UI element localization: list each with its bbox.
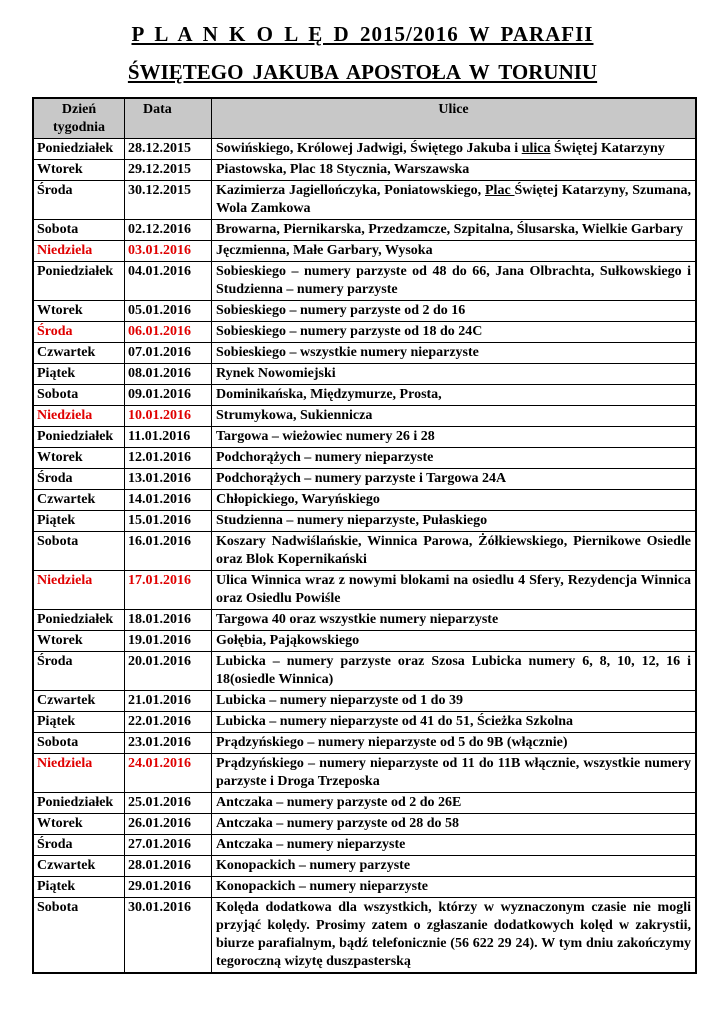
header-date: Data (125, 98, 212, 139)
title-line-1: P L A N K O L Ę D 2015/2016 W PARAFII (131, 22, 594, 46)
table-row (33, 511, 696, 532)
streets-underlined: ulica (521, 141, 551, 156)
date-cell: 29.01.2016 (125, 877, 212, 898)
day-cell: Niedziela (33, 754, 125, 793)
table-row (33, 898, 696, 974)
day-cell: Poniedziałek (33, 610, 125, 631)
streets-cell (212, 712, 697, 733)
streets-cell (212, 385, 697, 406)
streets-text: Chłopickiego, Waryńskiego (216, 492, 380, 507)
streets-cell (212, 691, 697, 712)
streets-cell (212, 448, 697, 469)
streets-cell (212, 181, 697, 220)
day-cell: Środa (33, 322, 125, 343)
streets-text: Antczaka – numery nieparzyste (216, 837, 406, 852)
date-cell: 19.01.2016 (125, 631, 212, 652)
date-cell: 09.01.2016 (125, 385, 212, 406)
table-row (33, 301, 696, 322)
table-row (33, 406, 696, 427)
date-cell: 23.01.2016 (125, 733, 212, 754)
streets-text: Sobieskiego – numery parzyste od 18 do 24C (216, 324, 483, 339)
day-cell: Wtorek (33, 301, 125, 322)
streets-text: Koszary Nadwiślańskie, Winnica Parowa, Żółkiewskiego, Piernikowe Osiedle oraz Blok Kopernikański (216, 534, 691, 567)
table-row (33, 754, 696, 793)
day-cell: Czwartek (33, 691, 125, 712)
streets-text: Antczaka – numery parzyste od 28 do 58 (216, 816, 460, 831)
title-line-2: ŚWIĘTEGO JAKUBA APOSTOŁA W TORUNIU (127, 60, 598, 84)
table-row (33, 220, 696, 241)
streets-cell (212, 898, 697, 974)
streets-text: Targowa 40 oraz wszystkie numery nieparzyste (216, 612, 499, 627)
streets-cell (212, 754, 697, 793)
streets-cell (212, 532, 697, 571)
streets-cell (212, 793, 697, 814)
date-cell: 07.01.2016 (125, 343, 212, 364)
day-cell: Niedziela (33, 571, 125, 610)
day-cell: Sobota (33, 385, 125, 406)
date-cell: 11.01.2016 (125, 427, 212, 448)
day-cell: Poniedziałek (33, 427, 125, 448)
day-cell: Piątek (33, 877, 125, 898)
streets-text: Ulica Winnica wraz z nowymi blokami na osiedlu 4 Sfery, Rezydencja Winnica oraz Osiedlu Powiśle (216, 573, 691, 606)
date-cell: 12.01.2016 (125, 448, 212, 469)
date-cell: 15.01.2016 (125, 511, 212, 532)
streets-cell (212, 835, 697, 856)
table-row (33, 793, 696, 814)
date-cell: 28.01.2016 (125, 856, 212, 877)
streets-text: Sowińskiego, Królowej Jadwigi, Świętego Jakuba i (216, 141, 522, 156)
day-cell: Wtorek (33, 631, 125, 652)
streets-cell (212, 877, 697, 898)
date-cell: 20.01.2016 (125, 652, 212, 691)
date-cell: 02.12.2016 (125, 220, 212, 241)
streets-text-rest: Świętej Katarzyny, Szumana, Wola Zamkowa (216, 183, 691, 216)
schedule-table (32, 97, 697, 974)
streets-text: Studzienna – numery nieparzyste, Pułaskiego (216, 513, 488, 528)
day-cell: Wtorek (33, 160, 125, 181)
streets-text: Prądzyńskiego – numery nieparzyste od 5 do 9B (włącznie) (216, 735, 568, 750)
date-cell: 08.01.2016 (125, 364, 212, 385)
date-cell: 24.01.2016 (125, 754, 212, 793)
streets-text: Jęczmienna, Małe Garbary, Wysoka (216, 243, 433, 258)
table-row (33, 835, 696, 856)
day-cell: Czwartek (33, 490, 125, 511)
header-streets: Ulice (212, 98, 697, 139)
streets-cell (212, 406, 697, 427)
streets-text: Sobieskiego – numery parzyste od 48 do 66, Jana Olbrachta, Sułkowskiego i Studzienna – numery parzyste (216, 264, 691, 297)
table-row (33, 181, 696, 220)
day-cell: Poniedziałek (33, 793, 125, 814)
day-cell: Piątek (33, 364, 125, 385)
streets-text: Kazimierza Jagiellończyka, Poniatowskiego, (216, 183, 485, 198)
table-row (33, 712, 696, 733)
table-row (33, 631, 696, 652)
day-cell: Wtorek (33, 814, 125, 835)
table-row (33, 691, 696, 712)
date-cell: 13.01.2016 (125, 469, 212, 490)
streets-text: Prądzyńskiego – numery nieparzyste od 11 do 11B włącznie, wszystkie numery parzyste i Droga Trzeposka (216, 756, 691, 789)
streets-cell (212, 652, 697, 691)
date-cell: 21.01.2016 (125, 691, 212, 712)
streets-cell (212, 139, 697, 160)
streets-text-rest: Świętej Katarzyny (550, 141, 665, 156)
table-row (33, 241, 696, 262)
date-cell: 05.01.2016 (125, 301, 212, 322)
table-row (33, 532, 696, 571)
day-cell: Sobota (33, 220, 125, 241)
date-cell: 29.12.2015 (125, 160, 212, 181)
streets-cell (212, 610, 697, 631)
table-row (33, 814, 696, 835)
streets-cell (212, 322, 697, 343)
streets-text: Podchorążych – numery nieparzyste (216, 450, 434, 465)
streets-text: Rynek Nowomiejski (216, 366, 336, 381)
table-row (33, 160, 696, 181)
date-cell: 30.01.2016 (125, 898, 212, 974)
date-cell: 14.01.2016 (125, 490, 212, 511)
streets-cell (212, 343, 697, 364)
date-cell: 25.01.2016 (125, 793, 212, 814)
table-row (33, 322, 696, 343)
table-row (33, 610, 696, 631)
streets-text: Lubicka – numery nieparzyste od 41 do 51, Ścieżka Szkolna (216, 714, 574, 729)
streets-cell (212, 511, 697, 532)
table-row (33, 385, 696, 406)
table-row (33, 427, 696, 448)
header-day: Dzień tygodnia (33, 98, 125, 139)
table-row (33, 448, 696, 469)
table-row (33, 139, 696, 160)
streets-cell (212, 733, 697, 754)
streets-cell (212, 301, 697, 322)
date-cell: 27.01.2016 (125, 835, 212, 856)
day-cell: Wtorek (33, 448, 125, 469)
streets-cell (212, 856, 697, 877)
day-cell: Środa (33, 835, 125, 856)
date-cell: 04.01.2016 (125, 262, 212, 301)
streets-cell (212, 631, 697, 652)
streets-text: Strumykowa, Sukiennicza (216, 408, 373, 423)
day-cell: Poniedziałek (33, 139, 125, 160)
streets-cell (212, 220, 697, 241)
date-cell: 28.12.2015 (125, 139, 212, 160)
day-cell: Środa (33, 181, 125, 220)
header-row (33, 98, 696, 139)
streets-cell (212, 364, 697, 385)
streets-text: Gołębia, Pająkowskiego (216, 633, 360, 648)
streets-cell (212, 571, 697, 610)
date-cell: 16.01.2016 (125, 532, 212, 571)
streets-text: Podchorążych – numery parzyste i Targowa 24A (216, 471, 507, 486)
streets-text: Dominikańska, Międzymurze, Prosta, (216, 387, 442, 402)
streets-cell (212, 814, 697, 835)
table-row (33, 571, 696, 610)
day-cell: Sobota (33, 898, 125, 974)
streets-text: Kolęda dodatkowa dla wszystkich, którzy w wyznaczonym czasie nie mogli przyjąć kolędy. Prosimy zatem o zgłaszanie dodatkowych kolęd w zakrystii, biurze parafialnym, bądź telefonicznie (56 622 29 24). W tym dniu zakończymy tegoroczną wizytę duszpasterską (216, 900, 691, 969)
day-cell: Środa (33, 652, 125, 691)
streets-cell (212, 427, 697, 448)
day-cell: Czwartek (33, 343, 125, 364)
streets-text: Targowa – wieżowiec numery 26 i 28 (216, 429, 435, 444)
streets-text: Lubicka – numery parzyste oraz Szosa Lubicka numery 6, 8, 10, 12, 16 i 18(osiedle Winnica) (216, 654, 691, 687)
streets-text: Konopackich – numery parzyste (216, 858, 411, 873)
streets-cell (212, 160, 697, 181)
streets-text: Lubicka – numery nieparzyste od 1 do 39 (216, 693, 463, 708)
table-row (33, 469, 696, 490)
streets-text: Sobieskiego – wszystkie numery nieparzyste (216, 345, 479, 360)
day-cell: Sobota (33, 733, 125, 754)
streets-cell (212, 469, 697, 490)
streets-cell (212, 241, 697, 262)
date-cell: 22.01.2016 (125, 712, 212, 733)
streets-text: Browarna, Piernikarska, Przedzamcze, Szpitalna, Ślusarska, Wielkie Garbary (216, 222, 684, 237)
day-cell: Piątek (33, 712, 125, 733)
day-cell: Poniedziałek (33, 262, 125, 301)
streets-text: Piastowska, Plac 18 Stycznia, Warszawska (216, 162, 470, 177)
date-cell: 26.01.2016 (125, 814, 212, 835)
streets-cell (212, 262, 697, 301)
day-cell: Sobota (33, 532, 125, 571)
date-cell: 18.01.2016 (125, 610, 212, 631)
table-row (33, 652, 696, 691)
day-cell: Czwartek (33, 856, 125, 877)
date-cell: 03.01.2016 (125, 241, 212, 262)
table-row (33, 364, 696, 385)
table-row (33, 733, 696, 754)
streets-text: Konopackich – numery nieparzyste (216, 879, 428, 894)
table-row (33, 856, 696, 877)
streets-underlined: Plac (485, 183, 515, 198)
streets-text: Sobieskiego – numery parzyste od 2 do 16 (216, 303, 466, 318)
table-row (33, 343, 696, 364)
date-cell: 06.01.2016 (125, 322, 212, 343)
date-cell: 17.01.2016 (125, 571, 212, 610)
table-row (33, 262, 696, 301)
table-row (33, 877, 696, 898)
day-cell: Niedziela (33, 406, 125, 427)
streets-text: Antczaka – numery parzyste od 2 do 26E (216, 795, 462, 810)
table-row (33, 490, 696, 511)
day-cell: Środa (33, 469, 125, 490)
day-cell: Niedziela (33, 241, 125, 262)
day-cell: Piątek (33, 511, 125, 532)
date-cell: 10.01.2016 (125, 406, 212, 427)
streets-cell (212, 490, 697, 511)
date-cell: 30.12.2015 (125, 181, 212, 220)
